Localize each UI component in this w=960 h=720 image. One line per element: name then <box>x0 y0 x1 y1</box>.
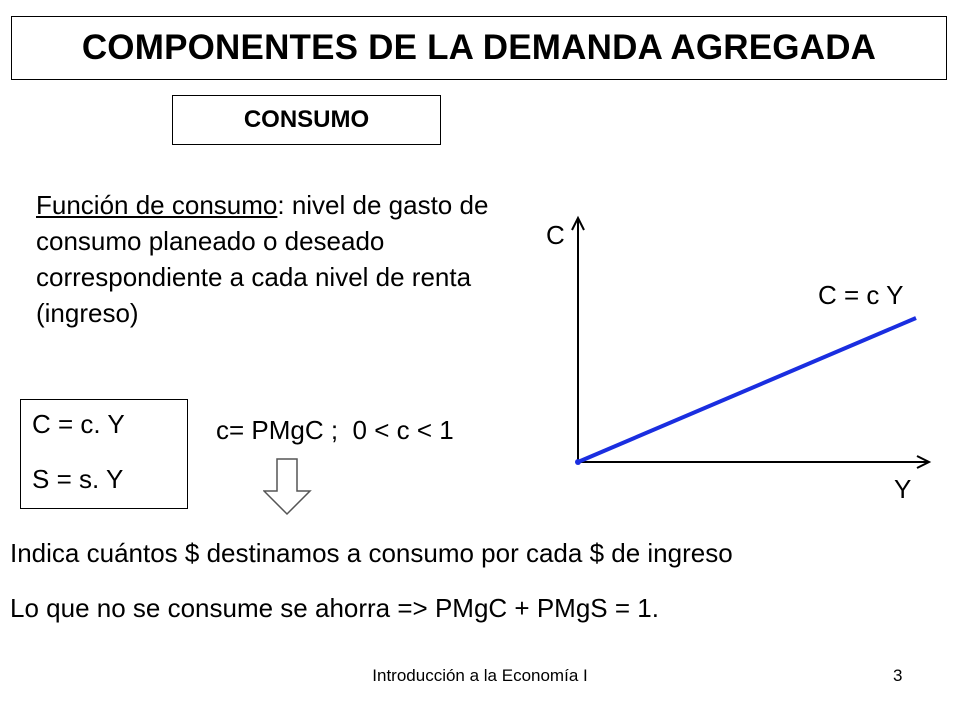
section-title: CONSUMO <box>243 106 370 133</box>
consumption-diagram <box>560 210 940 470</box>
definition-paragraph <box>36 187 506 331</box>
formula-box <box>20 399 188 509</box>
note-line-1: Indica cuántos $ destinamos a consumo por cada $ de ingreso <box>10 538 733 568</box>
definition-text: : nivel de gasto de consumo planeado o deseado correspondiente a cada nivel de renta (ingreso) <box>36 190 489 328</box>
pmgc-definition: c= PMgC ; 0 < c < 1 <box>216 415 454 445</box>
page-title: COMPONENTES DE LA DEMANDA AGREGADA <box>81 28 877 67</box>
origin-point <box>575 459 581 465</box>
section-box <box>172 95 441 145</box>
title-box <box>11 16 947 80</box>
consumption-line <box>578 318 916 462</box>
consumption-formula: C = c. Y <box>32 409 125 439</box>
definition-term: Función de consumo <box>36 190 278 220</box>
down-arrow-icon <box>263 458 313 516</box>
y-axis-label: C <box>546 220 565 250</box>
saving-formula: S = s. Y <box>32 464 124 494</box>
x-axis-label: Y <box>894 474 912 504</box>
curve-label: C = c Y <box>818 280 904 310</box>
footer-course: Introducción a la Economía I <box>372 666 588 685</box>
page-number: 3 <box>893 666 903 685</box>
note-line-2: Lo que no se consume se ahorra => PMgC + PMgS = 1. <box>10 593 659 623</box>
